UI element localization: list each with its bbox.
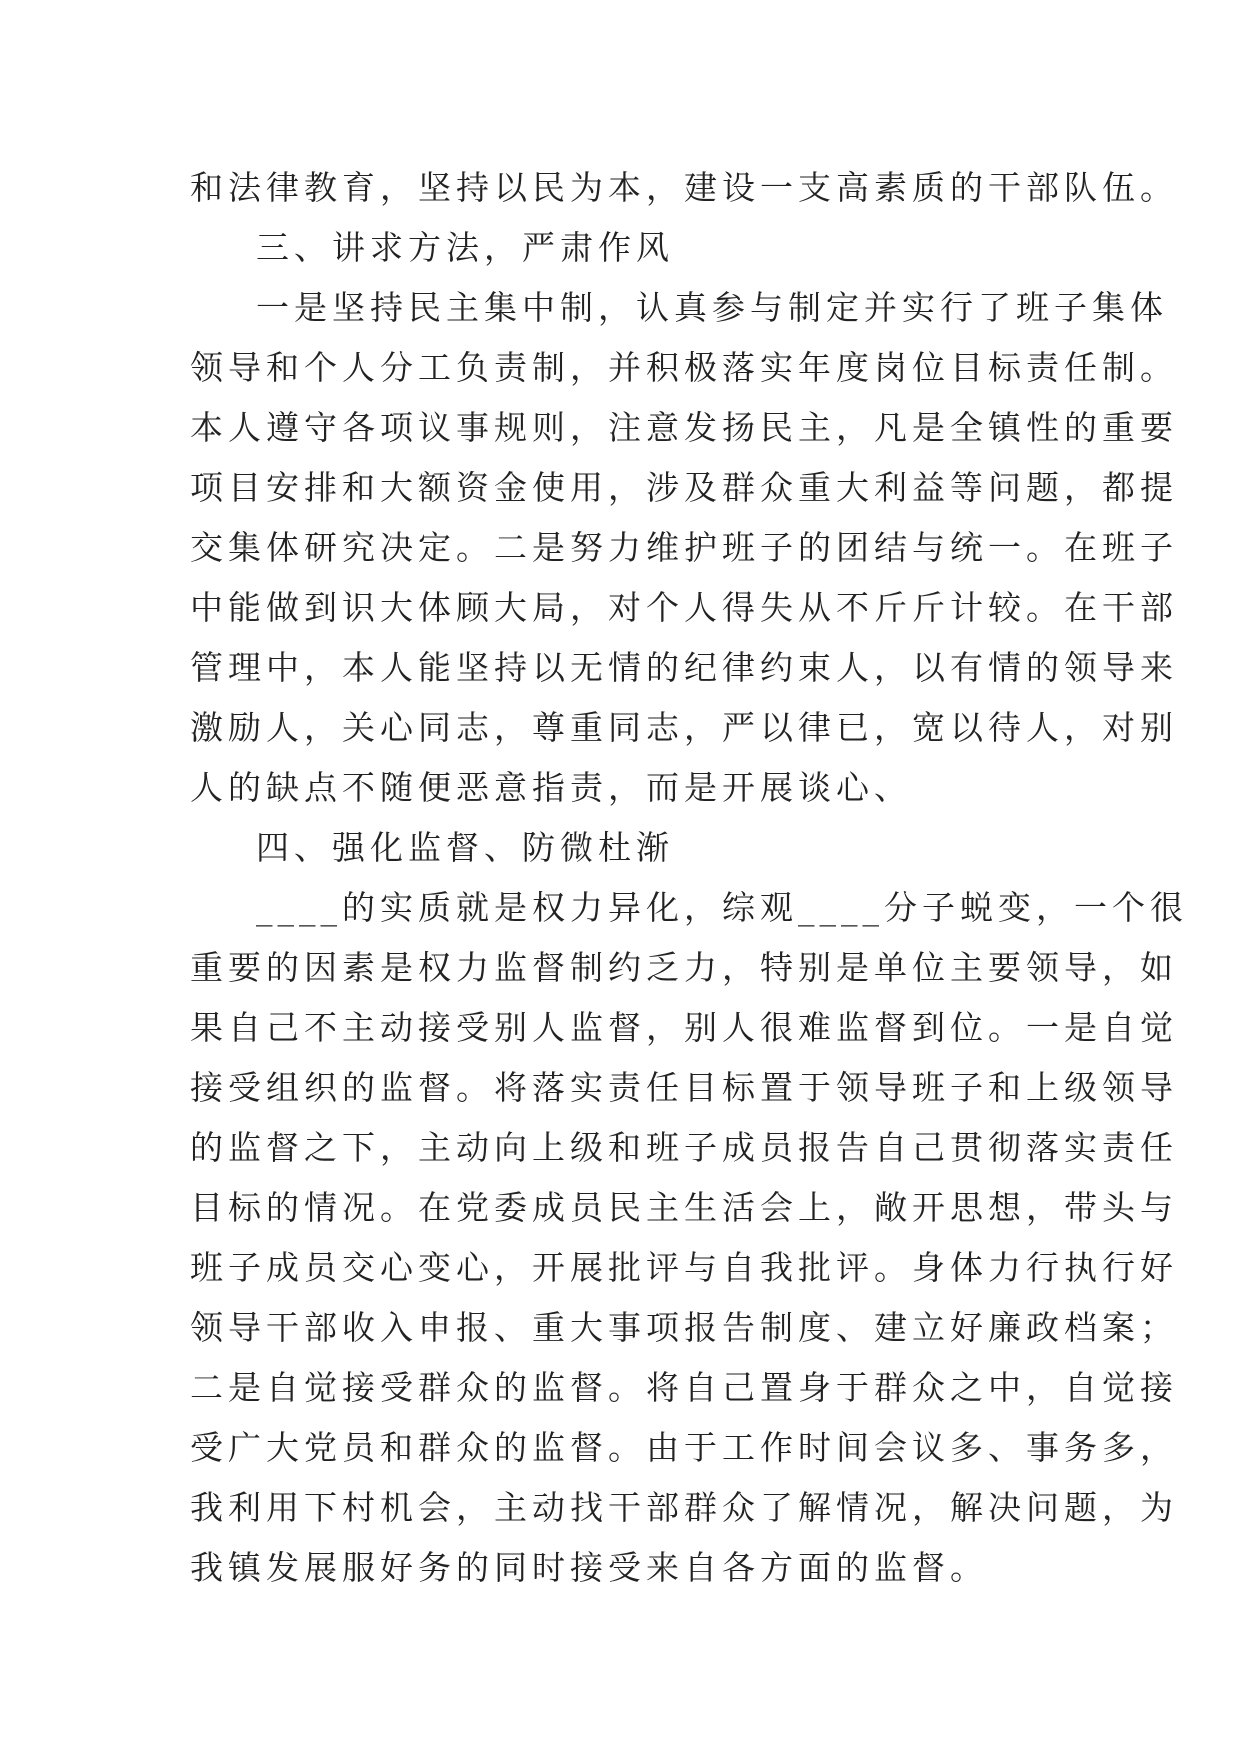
- text-line: 四、强化监督、防微杜渐: [256, 828, 674, 867]
- text-line: 的监督之下，主动向上级和班子成员报告自己贯彻落实责任: [190, 1128, 1178, 1167]
- text-line: 人的缺点不随便恶意指责，而是开展谈心、: [190, 768, 912, 807]
- text-line: 班子成员交心变心，开展批评与自我批评。身体力行执行好: [190, 1248, 1178, 1287]
- text-line: 果自己不主动接受别人监督，别人很难监督到位。一是自觉: [190, 1008, 1178, 1047]
- body-text: [190, 158, 1188, 1598]
- text-line: 重要的因素是权力监督制约乏力，特别是单位主要领导，如: [190, 948, 1178, 987]
- text-line: 激励人，关心同志，尊重同志，严以律已，宽以待人，对别: [190, 708, 1178, 747]
- text-line: 领导和个人分工负责制，并积极落实年度岗位目标责任制。: [190, 348, 1178, 387]
- text-line: 本人遵守各项议事规则，注意发扬民主，凡是全镇性的重要: [190, 408, 1178, 447]
- text-line: 管理中，本人能坚持以无情的纪律约束人，以有情的领导来: [190, 648, 1178, 687]
- text-line: 中能做到识大体顾大局，对个人得失从不斤斤计较。在干部: [190, 588, 1178, 627]
- text-line: 领导干部收入申报、重大事项报告制度、建立好廉政档案；: [190, 1308, 1178, 1347]
- text-line: ____的实质就是权力异化，综观____分子蜕变，一个很: [256, 888, 1188, 927]
- text-line: 我利用下村机会，主动找干部群众了解情况，解决问题，为: [190, 1488, 1178, 1527]
- text-line: 和法律教育，坚持以民为本，建设一支高素质的干部队伍。: [190, 168, 1178, 207]
- text-line: 一是坚持民主集中制，认真参与制定并实行了班子集体: [256, 288, 1168, 327]
- text-line: 二是自觉接受群众的监督。将自己置身于群众之中，自觉接: [190, 1368, 1178, 1407]
- text-line: 目标的情况。在党委成员民主生活会上，敞开思想，带头与: [190, 1188, 1178, 1227]
- text-line: 我镇发展服好务的同时接受来自各方面的监督。: [190, 1548, 988, 1587]
- text-line: 受广大党员和群众的监督。由于工作时间会议多、事务多，: [190, 1428, 1178, 1467]
- text-line: 交集体研究决定。二是努力维护班子的团结与统一。在班子: [190, 528, 1178, 567]
- text-line: 项目安排和大额资金使用，涉及群众重大利益等问题，都提: [190, 468, 1178, 507]
- text-line: 接受组织的监督。将落实责任目标置于领导班子和上级领导: [190, 1068, 1178, 1107]
- text-line: 三、讲求方法，严肃作风: [256, 228, 674, 267]
